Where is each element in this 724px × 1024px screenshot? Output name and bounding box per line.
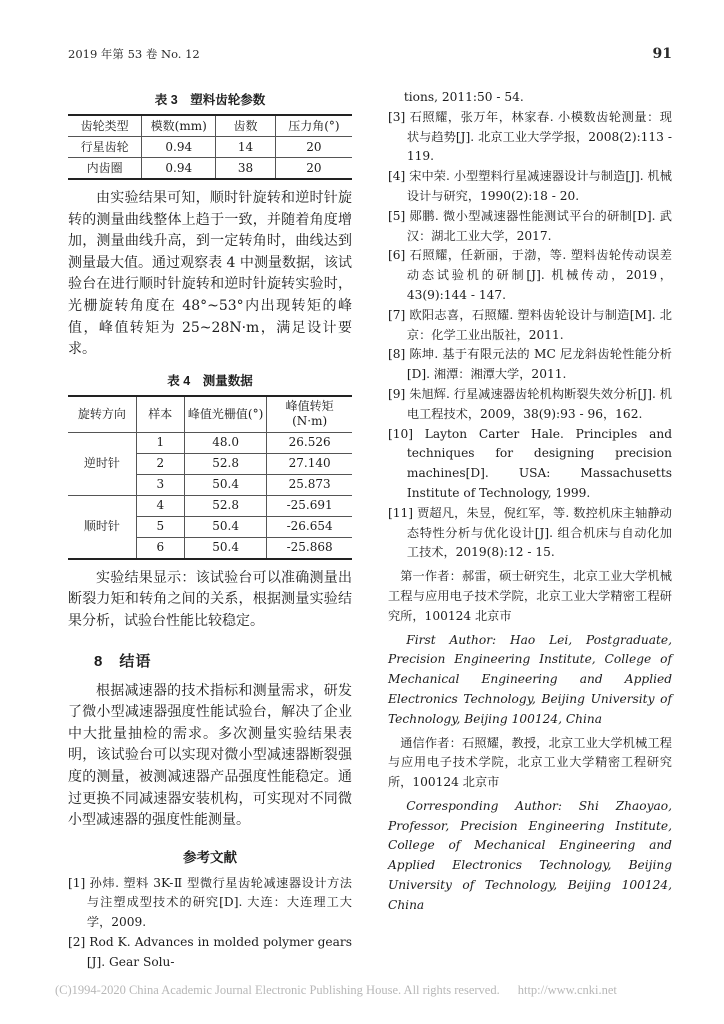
table-header-cell: 峰值转矩(N·m) bbox=[267, 396, 352, 433]
table-cell: 3 bbox=[136, 474, 184, 495]
reference-item: [8] 陈坤. 基于有限元法的 MC 尼龙斜齿轮性能分析[D]. 湘潭：湘潭大学，2011. bbox=[388, 347, 672, 382]
body-paragraph: 根据减速器的技术指标和测量需求，研发了微小型减速器强度性能试验台，解决了企业中大批量抽检的需求。多次测量实验结果表明，该试验台可以实现对微小型减速器断裂强度的测量，被测减速器产品强度性能稳定。通过更换不同减速器安装机构，可实现对不同微小型减速器的强度性能测量。 bbox=[68, 682, 352, 829]
section-heading-conclusion: 8 结语 bbox=[94, 652, 152, 670]
table-cell: 行星齿轮 bbox=[68, 137, 142, 158]
author-note-first-author-cn: 第一作者：郝雷，硕士研究生，北京工业大学机械工程与应用电子技术学院，北京工业大学精密工程研究所，100124 北京市 bbox=[388, 569, 672, 623]
table3-caption: 表 3 塑料齿轮参数 bbox=[154, 93, 266, 107]
table-cell: -25.868 bbox=[286, 540, 333, 555]
page-number: 91 bbox=[652, 46, 672, 62]
table-cell: 52.8 bbox=[184, 495, 266, 516]
table-cell: 0.94 bbox=[142, 158, 216, 180]
page-header bbox=[68, 46, 672, 62]
table-cell: 14 bbox=[216, 137, 276, 158]
footer-url: http://www.cnki.net bbox=[517, 983, 617, 997]
right-column bbox=[388, 88, 672, 973]
table-cell: 50.4 bbox=[184, 516, 266, 537]
table-header-cell: 齿轮类型 bbox=[68, 115, 142, 137]
reference-item: [7] 欧阳志喜，石照耀. 塑料齿轮设计与制造[M]. 北京：化学工业出版社，2011. bbox=[388, 307, 672, 342]
table-cell: 50.4 bbox=[184, 537, 266, 559]
reference-item: [11] 贾超凡，朱昱，倪红军，等. 数控机床主轴静动态特性分析与优化设计[J]. 组合机床与自动化加工技术，2019(8):12 - 15. bbox=[388, 505, 672, 560]
table-header-row bbox=[68, 396, 352, 433]
reference-item: [5] 郧鹏. 微小型减速器性能测试平台的研制[D]. 武汉：湖北工业大学，2017. bbox=[388, 208, 672, 243]
footer-copyright: (C)1994-2020 China Academic Journal Electronic Publishing House. All rights reserved. bbox=[55, 983, 500, 997]
reference-item: [4] 宋中荣. 小型塑料行星减速器设计与制造[J]. 机械设计与研究，1990(2):18 - 20. bbox=[388, 169, 672, 203]
table-cell: 26.526 bbox=[267, 432, 352, 453]
table-cell: 5 bbox=[136, 516, 184, 537]
left-column bbox=[68, 88, 352, 973]
table-header-cell: 模数(mm) bbox=[142, 115, 216, 137]
reference-item: [2] Rod K. Advances in molded polymer gears [J]. Gear Solu- bbox=[68, 935, 352, 969]
page-footer bbox=[55, 983, 684, 998]
references-heading: 参考文献 bbox=[183, 849, 237, 865]
reference-item: [10] Layton Carter Hale. Principles and techniques for designing precision machines[D]. USA: Massachusetts Institute of Technology, 1999. bbox=[388, 426, 672, 500]
table-cell: 20 bbox=[306, 160, 322, 175]
reference-continuation: tions, 2011:50 - 54. bbox=[403, 90, 524, 104]
author-note-first-author-en: First Author: Hao Lei, Postgraduate, Precision Engineering Institute, College of Mechanical Engineering and Applied Electronics Technology, Beijing University of Technology, Beijing 100124, China bbox=[388, 632, 672, 726]
table-cell: 1 bbox=[136, 432, 184, 453]
reference-item: [9] 朱旭辉. 行星减速器齿轮机构断裂失效分析[J]. 机电工程技术，2009，38(9):93 - 96，162. bbox=[388, 386, 672, 421]
table3-gear-parameters bbox=[68, 114, 352, 180]
table-row bbox=[68, 495, 352, 516]
table-cell: -25.691 bbox=[267, 495, 352, 516]
table-header-cell: 压力角(°) bbox=[275, 115, 352, 137]
body-paragraph: 由实验结果可知，顺时针旋转和逆时针旋转的测量曲线整体上趋于一致，并随着角度增加，测量曲线升高，到一定转角时，曲线达到测量最大值。通过观察表 4 中测量数据，该试验台在进行顺时针旋转和逆时针旋转实验时，光栅旋转角度在 48°~53°内出现转矩的峰值，峰值转矩为 25~28N·m，满足设计要求。 bbox=[68, 190, 352, 358]
reference-item: [6] 石照耀，任新丽，于渤，等. 塑料齿轮传动误差动态试验机的研制[J]. 机械传动，2019，43(9):144 - 147. bbox=[388, 248, 672, 302]
table-header-cell: 样本 bbox=[136, 396, 184, 433]
reference-item: [1] 孙炜. 塑料 3K-Ⅱ 型微行星齿轮减速器设计方法与注塑成型技术的研究[D]. 大连：大连理工大学，2009. bbox=[68, 875, 352, 930]
table-cell: 48.0 bbox=[184, 432, 266, 453]
table4-caption: 表 4 测量数据 bbox=[167, 373, 253, 388]
reference-item: [3] 石照耀，张万年，林家春. 小模数齿轮测量：现状与趋势[J]. 北京工业大学学报，2008(2):113 - 119. bbox=[388, 109, 672, 164]
table4-block bbox=[68, 371, 352, 560]
author-note-corresponding-en: Corresponding Author: Shi Zhaoyao, Professor, Precision Engineering Institute, College of Mechanical Engineering and Applied Electronics Technology, Beijing University of Technology, Beijing 100124, China bbox=[388, 798, 672, 912]
content-columns bbox=[68, 88, 672, 973]
table-header-cell: 齿数 bbox=[216, 115, 276, 137]
table-cell: 6 bbox=[136, 537, 184, 559]
table-cell: -26.654 bbox=[267, 516, 352, 537]
table-header-cell: 峰值光栅值(°) bbox=[184, 396, 266, 433]
table-cell: 50.4 bbox=[184, 474, 266, 495]
table-cell: 38 bbox=[216, 158, 276, 180]
table-row bbox=[68, 137, 352, 158]
table-cell: 内齿圈 bbox=[68, 158, 142, 180]
table-cell: 52.8 bbox=[184, 453, 266, 474]
table4-measurement-data bbox=[68, 395, 352, 560]
table-row bbox=[68, 432, 352, 453]
table-cell-direction: 逆时针 bbox=[68, 432, 136, 495]
body-paragraph: 实验结果显示：该试验台可以准确测量出断裂力矩和转角之间的关系，根据测量实验结果分析，试验台性能比较稳定。 bbox=[68, 569, 352, 629]
table-cell: 0.94 bbox=[142, 137, 216, 158]
table-header-cell: 旋转方向 bbox=[68, 396, 136, 433]
table-cell: 25.873 bbox=[267, 474, 352, 495]
author-note-corresponding-cn: 通信作者：石照耀，教授，北京工业大学机械工程与应用电子技术学院，北京工业大学精密工程研究所，100124 北京市 bbox=[388, 735, 672, 790]
table-cell: 2 bbox=[136, 453, 184, 474]
table-header-row bbox=[68, 115, 352, 137]
table-row bbox=[68, 158, 352, 180]
table-cell-direction: 顺时针 bbox=[68, 495, 136, 559]
journal-issue: 2019 年第 53 卷 No. 12 bbox=[68, 47, 200, 61]
table-cell: 27.140 bbox=[267, 453, 352, 474]
table-cell: 4 bbox=[136, 495, 184, 516]
table-cell: 20 bbox=[275, 137, 352, 158]
